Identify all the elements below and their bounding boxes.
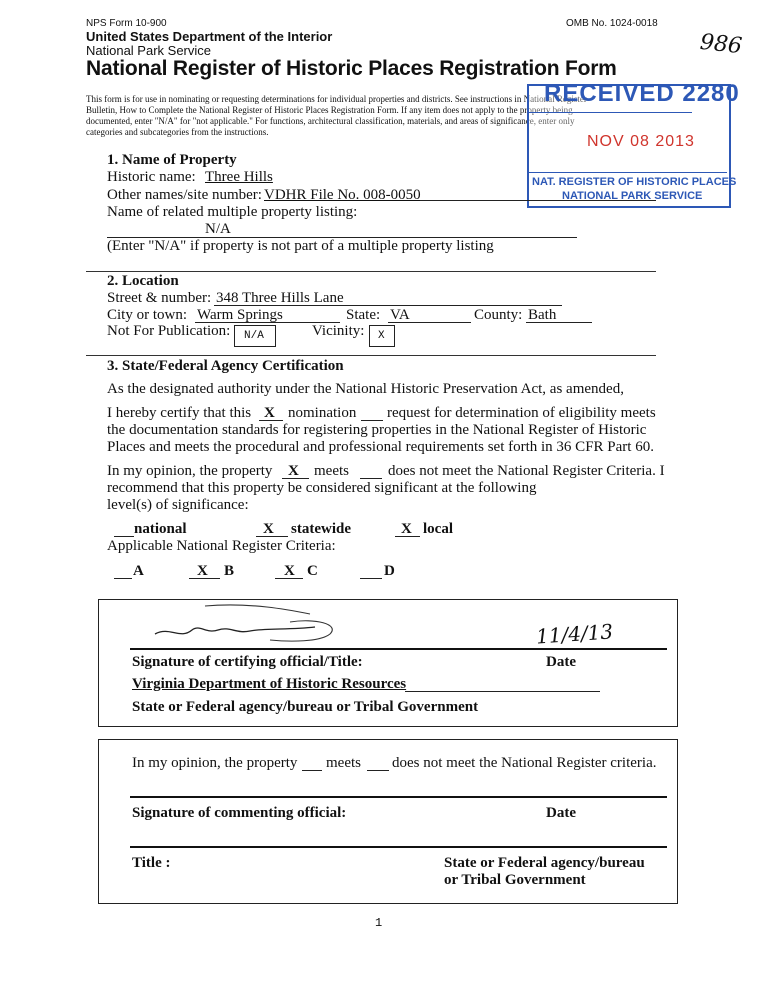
commenting-agency-label: State or Federal agency/bureau	[444, 855, 645, 871]
city-value: Warm Springs	[197, 307, 283, 323]
omb-number: OMB No. 1024-0018	[566, 18, 658, 29]
department-name: United States Department of the Interior	[86, 29, 333, 44]
related-listing-label: Name of related multiple property listing:	[107, 204, 358, 220]
field-underline	[388, 322, 471, 323]
section-2-heading: 2. Location	[107, 273, 179, 289]
signature-line	[130, 846, 667, 848]
vicinity-checkbox[interactable]	[369, 325, 395, 347]
level-statewide-mark: X	[263, 521, 274, 537]
other-names-value: VDHR File No. 008-0050	[264, 187, 421, 203]
received-stamp-label: RECEIVED 2280	[544, 80, 740, 107]
checkbox-underline	[114, 536, 134, 537]
checkbox-underline	[360, 478, 382, 479]
certify-text-start: I hereby certify that this	[107, 405, 252, 421]
checkbox-underline	[361, 420, 383, 421]
checkbox-underline	[302, 770, 322, 771]
level-national-label: national	[134, 521, 187, 537]
stamp-divider	[527, 112, 692, 113]
field-underline	[214, 305, 562, 306]
certify-request-label: request for determination of eligibility meets	[387, 405, 656, 421]
level-local-label: local	[423, 521, 453, 537]
not-for-publication-box[interactable]	[234, 325, 276, 347]
signature-line	[130, 796, 667, 798]
certify-nomination-mark: X	[264, 405, 275, 421]
opinion-text-start: In my opinion, the property	[107, 463, 273, 479]
certifying-date-label: Date	[546, 654, 576, 670]
checkbox-underline	[256, 536, 288, 537]
opinion-does-not-meet-label: does not meet the National Register Criteria. I	[388, 463, 665, 479]
commenting-title-label: Title :	[132, 855, 171, 871]
handwritten-date: 11/4/13	[535, 619, 614, 649]
received-date: NOV 08 2013	[587, 133, 695, 150]
field-underline	[420, 200, 656, 201]
opinion-text-line-3: level(s) of significance:	[107, 497, 249, 513]
form-title: National Register of Historic Places Registration Form	[86, 57, 617, 80]
section-divider	[86, 355, 656, 356]
city-label: City or town:	[107, 307, 188, 323]
comment-meets-label: meets	[326, 755, 361, 771]
form-number: NPS Form 10-900	[86, 18, 167, 29]
instruction-line: This form is for use in nominating or requesting determinations for individual properties and districts. See instructions in National Register	[86, 94, 587, 104]
level-statewide-label: statewide	[291, 521, 351, 537]
historic-name-value: Three Hills	[205, 169, 273, 185]
signature-line	[130, 648, 667, 650]
opinion-meets-mark: X	[288, 463, 299, 479]
stamp-registry-line: NAT. REGISTER OF HISTORIC PLACES	[532, 176, 737, 188]
opinion-text-line-2: recommend that this property be considered significant at the following	[107, 480, 537, 496]
commenting-agency-label-line-2: or Tribal Government	[444, 872, 586, 888]
criterion-c-label: C	[307, 563, 318, 579]
commenting-date-label: Date	[546, 805, 576, 821]
handwritten-number: 986	[698, 29, 744, 60]
criterion-b-mark: X	[197, 563, 208, 579]
certify-text-line-3: Places and meets the procedural and professional requirements set forth in 36 CFR Part 60.	[107, 439, 654, 455]
checkbox-underline	[275, 578, 303, 579]
comment-opinion-start: In my opinion, the property	[132, 755, 298, 771]
field-underline	[405, 691, 600, 692]
certify-nomination-label: nomination	[288, 405, 357, 421]
instruction-line: documented, enter "N/A" for "not applicable." For functions, architectural classification, materials, and areas of significance, enter only	[86, 116, 575, 126]
page-number: 1	[375, 916, 383, 930]
street-value: 348 Three Hills Lane	[216, 290, 344, 306]
certifying-signature-label: Signature of certifying official/Title:	[132, 654, 363, 670]
level-local-mark: X	[401, 521, 412, 537]
certify-text-line-2: the documentation standards for registering properties in the National Register of Historic	[107, 422, 647, 438]
stamp-divider	[527, 172, 727, 173]
checkbox-underline	[360, 578, 382, 579]
instruction-line: categories and subcategories from the instructions.	[86, 127, 269, 137]
section-3-heading: 3. State/Federal Agency Certification	[107, 358, 344, 374]
county-label: County:	[474, 307, 523, 323]
service-name: National Park Service	[86, 43, 211, 58]
comment-does-not-meet-label: does not meet the National Register criteria.	[392, 755, 657, 771]
checkbox-underline	[259, 420, 283, 421]
vicinity-label: Vicinity:	[312, 323, 365, 339]
state-value: VA	[390, 307, 410, 323]
criterion-c-mark: X	[284, 563, 295, 579]
state-label: State:	[346, 307, 381, 323]
certifying-agency-label: State or Federal agency/bureau or Tribal Government	[132, 699, 479, 715]
section-1-heading: 1. Name of Property	[107, 152, 237, 168]
related-listing-value: N/A	[205, 221, 231, 237]
commenting-signature-label: Signature of commenting official:	[132, 805, 347, 821]
criterion-b-label: B	[224, 563, 235, 579]
checkbox-underline	[114, 578, 132, 579]
stamp-service-line: NATIONAL PARK SERVICE	[562, 190, 703, 202]
signature-drawing	[140, 600, 380, 650]
certifying-agency-value: Virginia Department of Historic Resources	[132, 676, 407, 692]
criterion-a-label: A	[133, 563, 144, 579]
checkbox-underline	[395, 536, 420, 537]
historic-name-label: Historic name:	[107, 169, 196, 185]
opinion-meets-label: meets	[314, 463, 349, 479]
checkbox-underline	[189, 578, 220, 579]
county-value: Bath	[528, 307, 557, 323]
not-for-publication-label: Not For Publication:	[107, 323, 231, 339]
criterion-d-label: D	[384, 563, 395, 579]
other-names-label: Other names/site number:	[107, 187, 262, 203]
not-for-publication-value: N/A	[244, 330, 264, 342]
street-label: Street & number:	[107, 290, 212, 306]
authority-statement: As the designated authority under the National Historic Preservation Act, as amended,	[107, 381, 624, 397]
related-listing-note: (Enter "N/A" if property is not part of a multiple property listing	[107, 238, 494, 254]
section-divider	[86, 271, 656, 272]
vicinity-value: X	[378, 330, 385, 342]
instruction-line: Bulletin, How to Complete the National Register of Historic Places Registration Form. If any item does not apply to the property being	[86, 105, 573, 115]
checkbox-underline	[282, 478, 309, 479]
criteria-label: Applicable National Register Criteria:	[107, 538, 336, 554]
field-underline	[526, 322, 592, 323]
checkbox-underline	[367, 770, 389, 771]
